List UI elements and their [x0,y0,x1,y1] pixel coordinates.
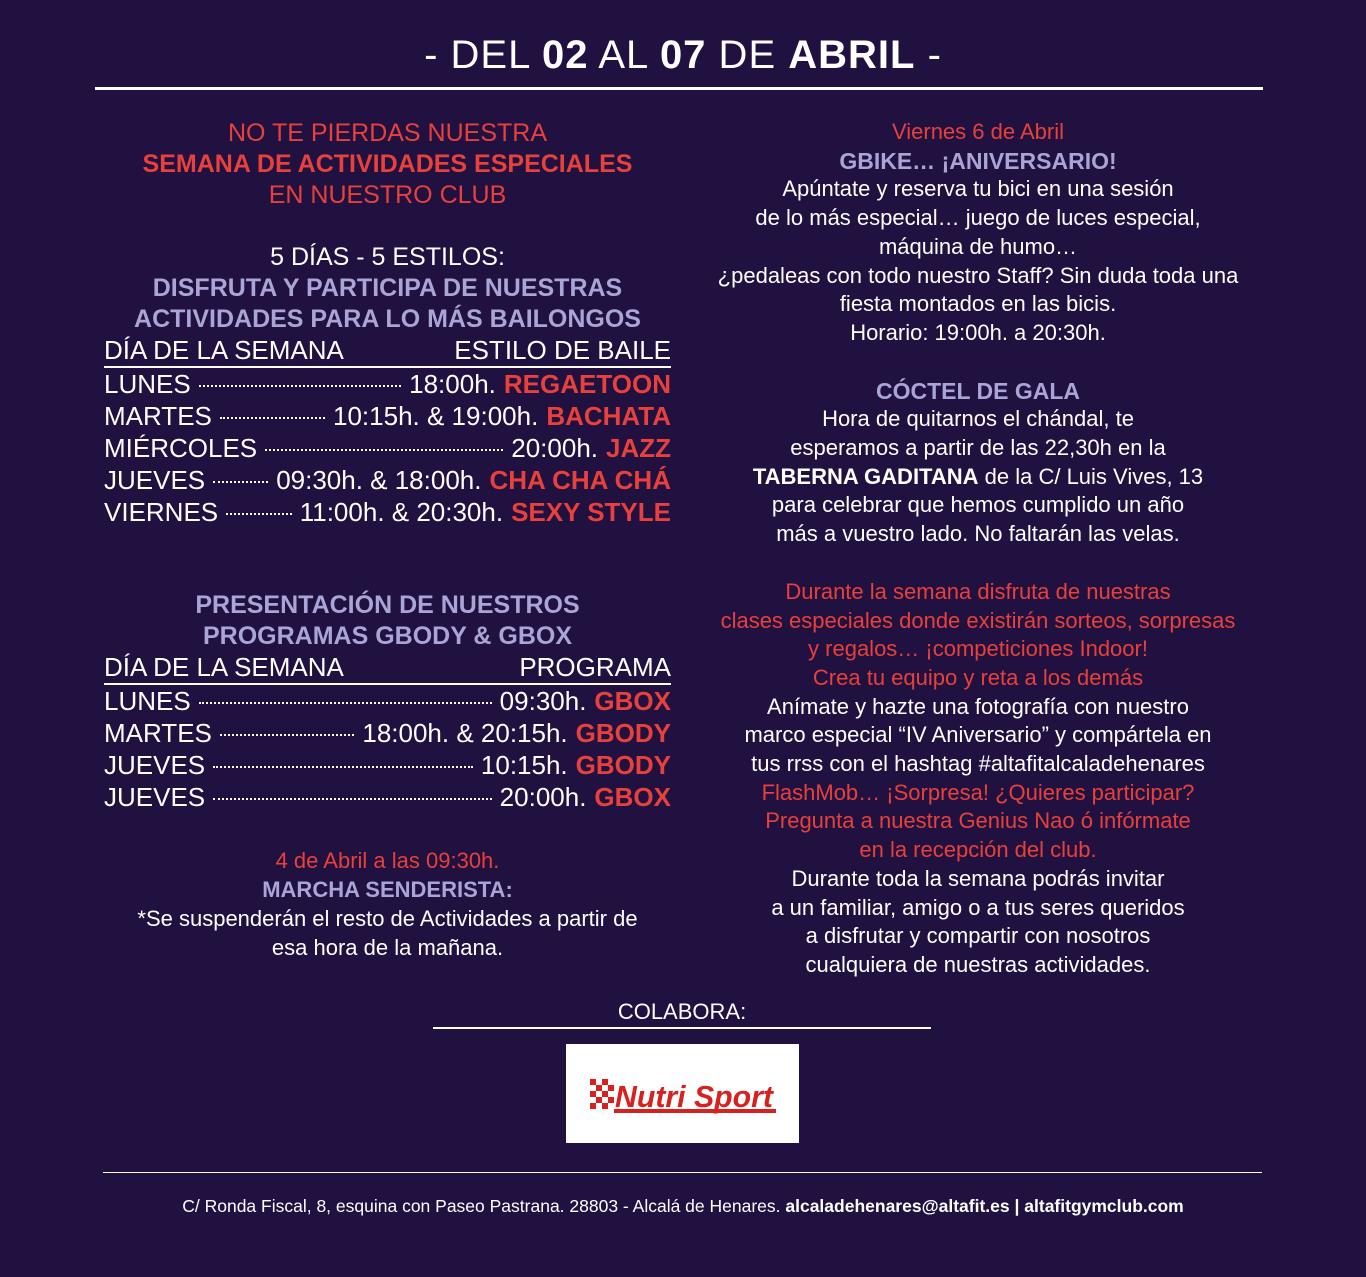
coctel-title: CÓCTEL DE GALA [875,377,1081,404]
invitar-line: a disfrutar y compartir con nosotros [805,923,1151,949]
gbike-line: ¿pedaleas con todo nuestro Staff? Sin duda toda una [717,262,1239,288]
dance-head-day: DÍA DE LA SEMANA [104,335,344,365]
durante-line: Crea tu equipo y reta a los demás [812,664,1144,690]
nutrisport-logo-mark [588,1069,778,1119]
row-day: VIERNES [104,497,219,527]
row-time: 18:00h. [409,369,496,399]
dot-leader [213,766,473,768]
program-row [104,781,671,813]
marcha-note-2: esa hora de la mañana. [271,935,504,960]
program-head-program: PROGRAMA [519,652,671,682]
gbike-line: fiesta montados en las bicis. [839,291,1117,317]
row-style: REGAETOON [503,369,671,399]
presentation-line-2: PROGRAMAS GBODY & GBOX [202,622,573,650]
intro-line-1: NO TE PIERDAS NUESTRA [227,119,548,147]
row-time: 10:15h. [480,750,568,780]
dot-leader [199,702,492,704]
footer-address [0,1193,1366,1219]
program-schedule [104,652,671,813]
dot-leader [220,734,354,736]
flashmob-line: FlashMob… ¡Sorpresa! ¿Quieres participar? [761,779,1195,805]
intro-line-2: SEMANA DE ACTIVIDADES ESPECIALES [142,150,633,178]
row-style: BACHATA [546,401,671,431]
disfruta-line-2: ACTIVIDADES PARA LO MÁS BAILONGOS [134,305,641,333]
dance-schedule [104,335,671,528]
right-column [688,118,1268,980]
date-range-heading [0,30,1366,80]
intro-line-3: EN NUESTRO CLUB [268,181,507,209]
row-day: LUNES [104,686,191,716]
row-day: JUEVES [104,782,206,812]
dance-schedule-header [104,335,671,368]
presentation-line-1: PRESENTACIÓN DE NUESTROS [195,591,580,619]
dot-leader [226,513,292,515]
durante-line: y regalos… ¡competiciones Indoor! [808,636,1148,662]
row-style: JAZZ [606,433,671,463]
website-link[interactable]: altafitgymclub.com [1024,1196,1184,1216]
gbike-line: Apúntate y reserva tu bici en una sesión [782,176,1174,202]
row-style: CHA CHA CHÁ [489,465,671,495]
row-style: SEXY STYLE [511,497,671,527]
dot-leader [199,385,401,387]
coctel-line: para celebrar que hemos cumplido un año [771,492,1185,518]
heading-suffix: - [915,33,942,77]
row-time: 09:30h. & 18:00h. [276,465,482,495]
row-time: 18:00h. & 20:15h. [362,718,568,748]
marcha-title: MARCHA SENDERISTA: [262,877,513,902]
colabora-divider [433,1027,931,1029]
heading-start-day: 02 [541,33,589,77]
dot-leader [213,481,268,483]
coctel-line: más a vuestro lado. No faltarán las velas. [776,521,1180,547]
heading-de: DE [706,33,789,77]
dance-row [104,432,671,464]
footer-divider [103,1172,1262,1173]
dance-rows [104,368,671,528]
foto-line: tus rrss con el hashtag #altafitalcaladehenares [751,751,1205,777]
nutrisport-logo [566,1044,799,1143]
coctel-place: TABERNA GADITANA [752,463,979,489]
flashmob-line: Pregunta a nuestra Genius Nao ó infórmate [765,808,1191,834]
coctel-line: Hora de quitarnos el chándal, te [822,406,1134,432]
marcha-note-1: *Se suspenderán el resto de Actividades a partir de [137,906,638,931]
row-day: LUNES [104,369,191,399]
foto-line: marco especial “IV Aniversario” y compártela en [744,722,1212,748]
email-link[interactable]: alcaladehenares@altafit.es [785,1196,1010,1216]
disfruta-line-1: DISFRUTA Y PARTICIPA DE NUESTRAS [152,274,623,302]
header-divider [95,87,1263,90]
gbike-line: Horario: 19:00h. a 20:30h. [850,319,1106,345]
program-row [104,685,671,717]
colabora-label: COLABORA: [617,999,747,1024]
dance-head-style: ESTILO DE BAILE [454,335,671,365]
coctel-address: de la C/ Luis Vives, 13 [978,463,1204,489]
durante-line: clases especiales donde existirán sorteos, sorpresas [720,607,1236,633]
dot-leader [213,798,492,800]
left-column [100,118,675,962]
program-row [104,749,671,781]
invitar-line: Durante toda la semana podrás invitar [791,865,1165,891]
row-day: JUEVES [104,750,206,780]
foto-line: Anímate y hazte una fotografía con nuestro [767,693,1189,719]
coctel-line: esperamos a partir de las 22,30h en la [790,435,1166,461]
program-head-day: DÍA DE LA SEMANA [104,652,344,682]
dot-leader [220,417,325,419]
marcha-date: 4 de Abril a las 09:30h. [275,848,500,873]
gbike-line: de lo más especial… juego de luces especial, [755,205,1201,231]
program-row [104,717,671,749]
row-time: 10:15h. & 19:00h. [333,401,539,431]
invitar-line: cualquiera de nuestras actividades. [805,951,1151,977]
program-schedule-header [104,652,671,685]
dance-row [104,496,671,528]
row-day: MIÉRCOLES [104,433,258,463]
row-time: 20:00h. [511,433,598,463]
row-time: 20:00h. [499,782,587,812]
days-styles-label: 5 DÍAS - 5 ESTILOS: [270,243,505,271]
row-program: GBOX [594,686,671,716]
dance-row [104,368,671,400]
row-program: GBOX [594,782,671,812]
gbike-title: GBIKE… ¡ANIVERSARIO! [839,147,1117,174]
gbike-line: máquina de humo… [878,233,1078,259]
logo-text: Nutri Sport [614,1078,775,1114]
coctel-line [688,463,1268,492]
heading-month: ABRIL [788,33,916,77]
dot-leader [265,449,503,451]
gbike-date: Viernes 6 de Abril [891,119,1065,144]
row-day: MARTES [104,718,212,748]
flashmob-line: en la recepción del club. [859,837,1097,863]
dance-row [104,400,671,432]
durante-line: Durante la semana disfruta de nuestras [785,578,1171,604]
row-day: MARTES [104,401,212,431]
row-time: 09:30h. [499,686,587,716]
heading-prefix: - DEL [424,33,542,77]
row-day: JUEVES [104,465,206,495]
address-text: C/ Ronda Fiscal, 8, esquina con Paseo Pastrana. 28803 - Alcalá de Henares. [182,1196,786,1216]
row-time: 11:00h. & 20:30h. [299,497,504,527]
heading-mid: AL [588,33,660,77]
dance-row [104,464,671,496]
heading-end-day: 07 [659,33,707,77]
row-program: GBODY [575,750,671,780]
footer-separator: | [1009,1196,1025,1216]
invitar-line: a un familiar, amigo o a tus seres queridos [771,894,1185,920]
row-program: GBODY [575,718,671,748]
